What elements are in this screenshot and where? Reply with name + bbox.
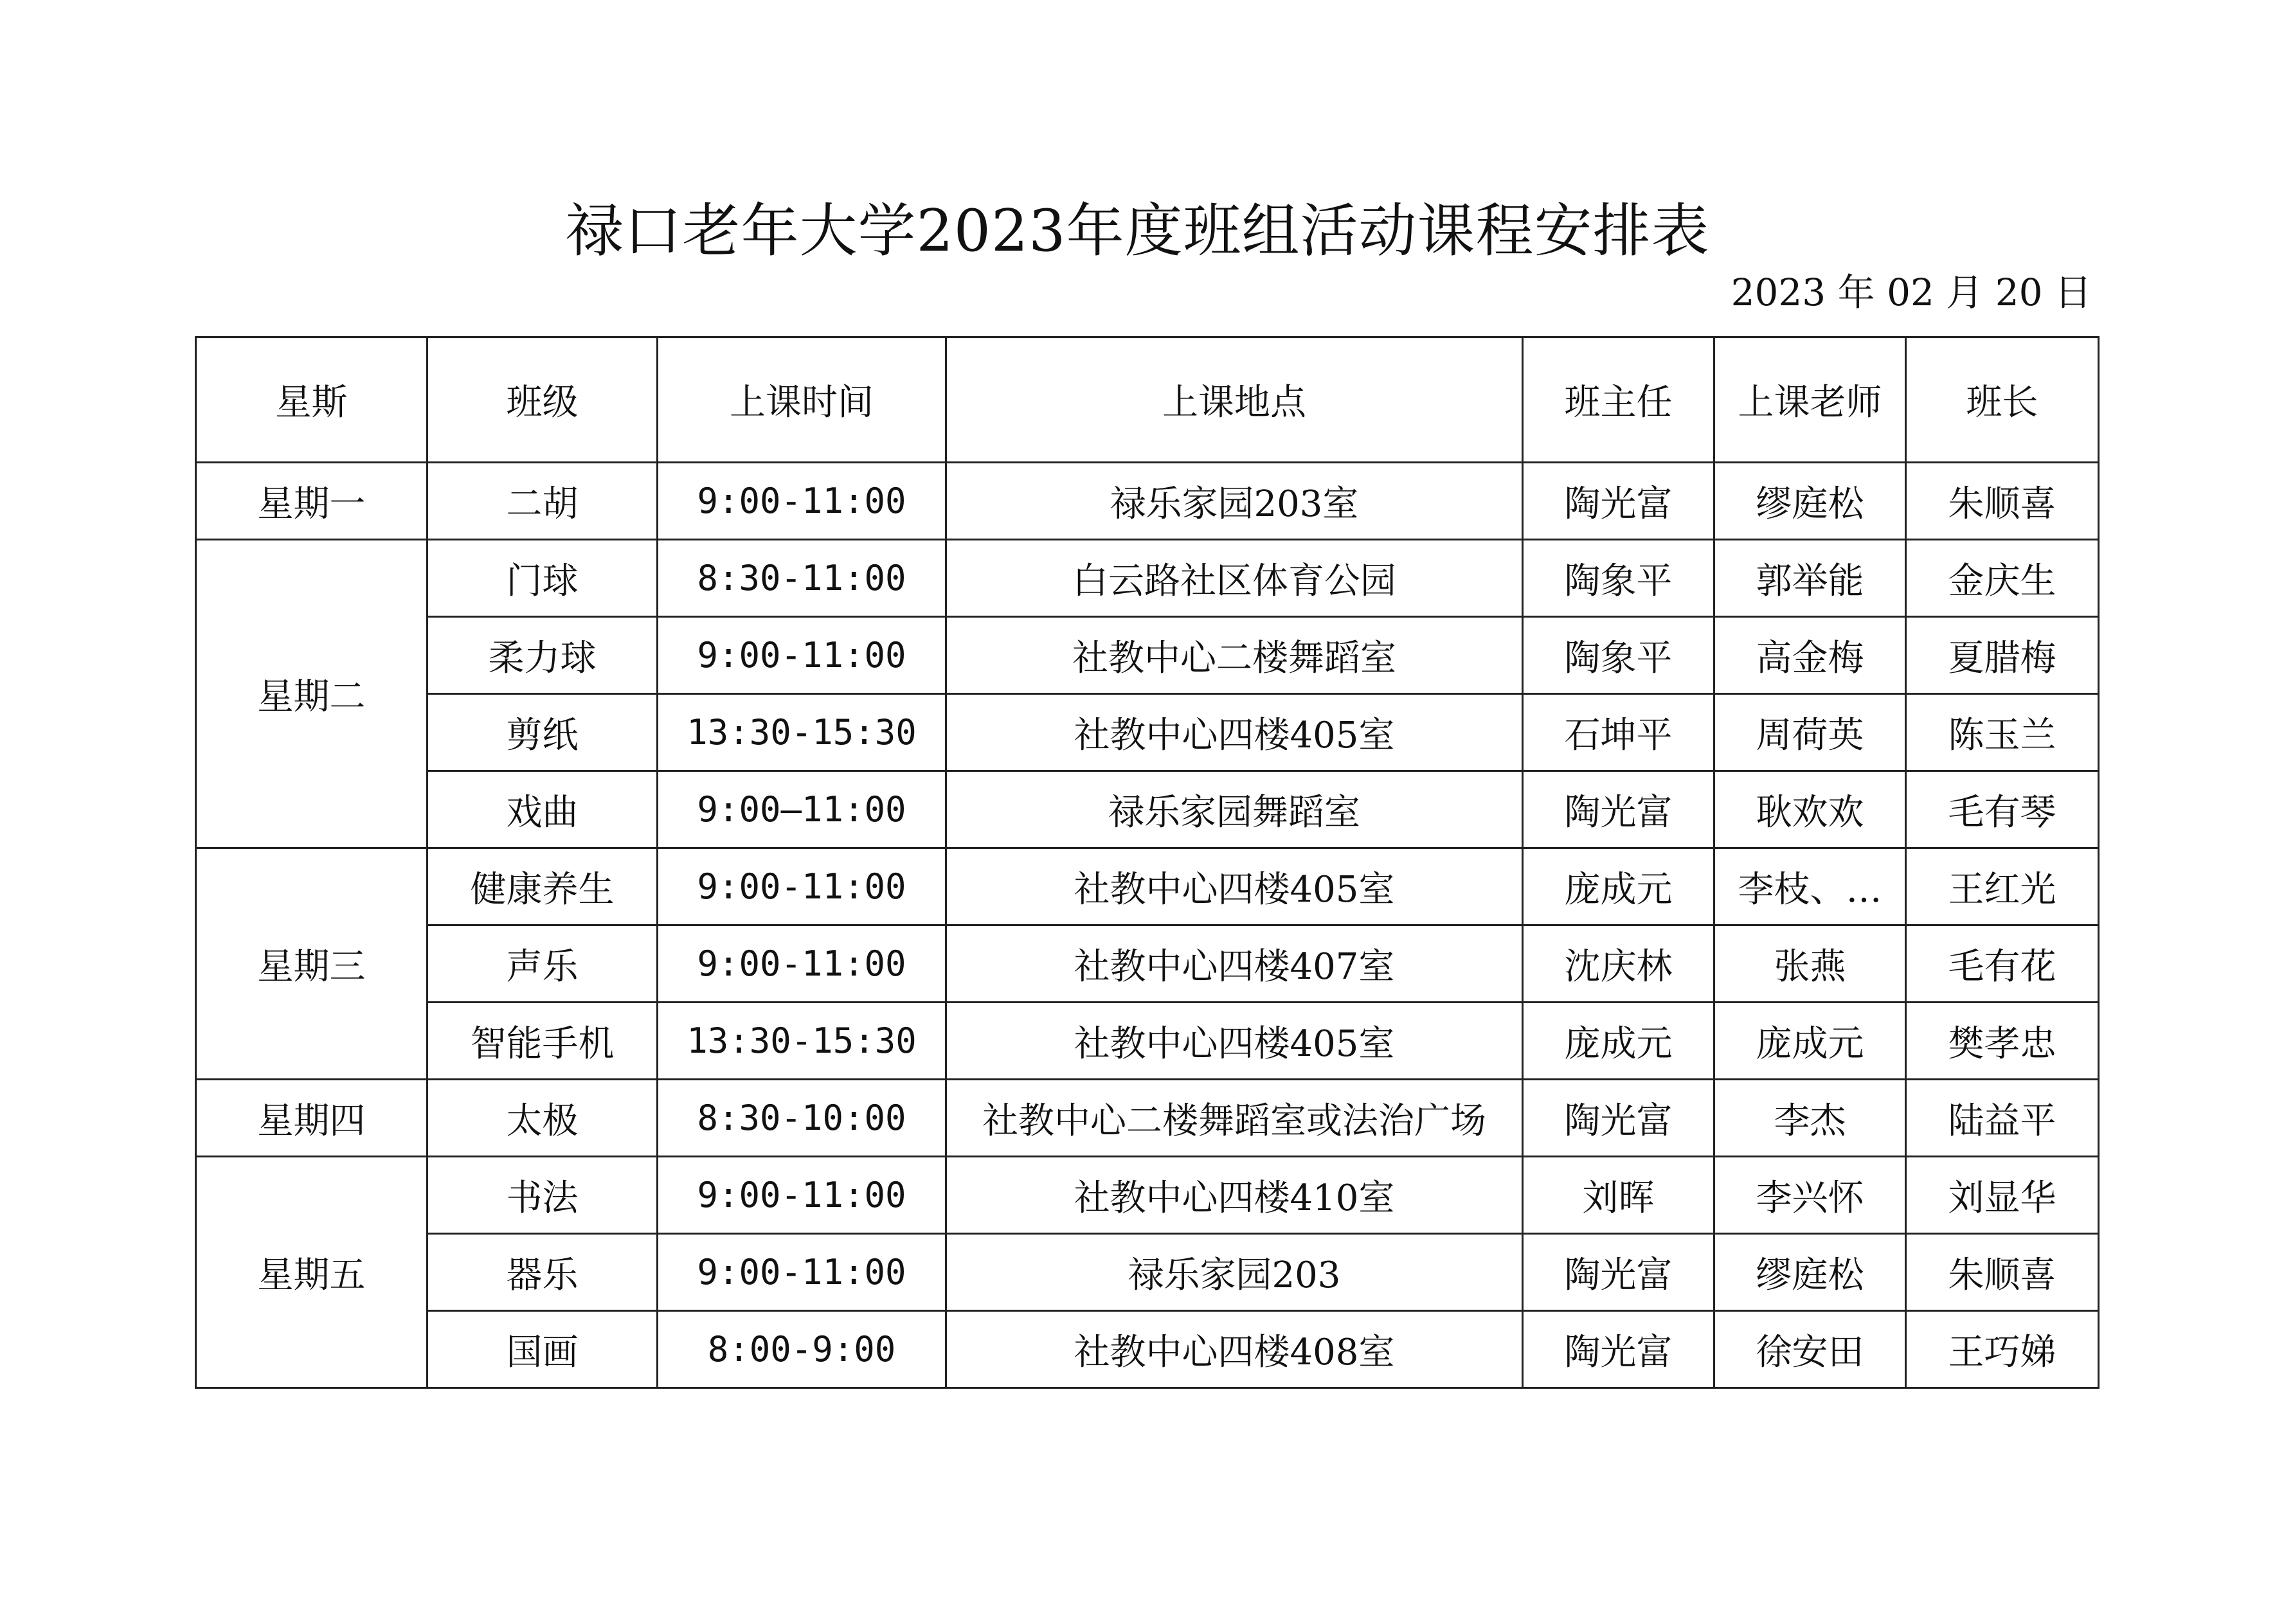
time-cell: 9:00-11:00 (658, 617, 946, 694)
teacher-cell: 李兴怀 (1714, 1157, 1906, 1234)
document-date: 2023 年 02 月 20 日 (1731, 271, 2092, 314)
header-monitor: 班长 (1906, 337, 2099, 463)
place-cell: 社教中心四楼410室 (946, 1157, 1523, 1234)
header-place: 上课地点 (946, 337, 1523, 463)
class-cell: 器乐 (427, 1234, 658, 1311)
class-cell: 健康养生 (427, 848, 658, 925)
class-cell: 太极 (427, 1080, 658, 1157)
time-cell: 8:30-10:00 (658, 1080, 946, 1157)
place-cell: 社教中心四楼405室 (946, 848, 1523, 925)
time-cell: 9:00-11:00 (658, 1234, 946, 1311)
class-cell: 剪纸 (427, 694, 658, 771)
head-teacher-cell: 陶光富 (1523, 1080, 1714, 1157)
teacher-cell: 李杰 (1714, 1080, 1906, 1157)
monitor-cell: 朱顺喜 (1906, 1234, 2099, 1311)
place-cell: 禄乐家园203 (946, 1234, 1523, 1311)
head-teacher-cell: 石坤平 (1523, 694, 1714, 771)
class-cell: 国画 (427, 1311, 658, 1388)
place-cell: 社教中心四楼408室 (946, 1311, 1523, 1388)
time-cell: 8:00-9:00 (658, 1311, 946, 1388)
monitor-cell: 王红光 (1906, 848, 2099, 925)
monitor-cell: 夏腊梅 (1906, 617, 2099, 694)
place-cell: 社教中心四楼405室 (946, 694, 1523, 771)
teacher-cell: 李枝、… (1714, 848, 1906, 925)
time-cell: 9:00—11:00 (658, 771, 946, 848)
monitor-cell: 金庆生 (1906, 540, 2099, 617)
teacher-cell: 缪庭松 (1714, 1234, 1906, 1311)
teacher-cell: 张燕 (1714, 925, 1906, 1003)
head-teacher-cell: 庞成元 (1523, 1003, 1714, 1080)
place-cell: 白云路社区体育公园 (946, 540, 1523, 617)
header-class: 班级 (427, 337, 658, 463)
monitor-cell: 刘显华 (1906, 1157, 2099, 1234)
header-head-teacher: 班主任 (1523, 337, 1714, 463)
head-teacher-cell: 陶光富 (1523, 463, 1714, 540)
teacher-cell: 缪庭松 (1714, 463, 1906, 540)
head-teacher-cell: 陶象平 (1523, 540, 1714, 617)
time-cell: 8:30-11:00 (658, 540, 946, 617)
day-cell: 星期一 (196, 463, 427, 540)
monitor-cell: 陈玉兰 (1906, 694, 2099, 771)
place-cell: 禄乐家园舞蹈室 (946, 771, 1523, 848)
class-cell: 门球 (427, 540, 658, 617)
time-cell: 9:00-11:00 (658, 925, 946, 1003)
table-row (196, 540, 2099, 617)
class-cell: 声乐 (427, 925, 658, 1003)
head-teacher-cell: 庞成元 (1523, 848, 1714, 925)
day-cell: 星期四 (196, 1080, 427, 1157)
day-cell: 星期五 (196, 1157, 427, 1388)
head-teacher-cell: 陶光富 (1523, 1234, 1714, 1311)
head-teacher-cell: 刘晖 (1523, 1157, 1714, 1234)
teacher-cell: 耿欢欢 (1714, 771, 1906, 848)
table-row (196, 694, 2099, 771)
monitor-cell: 毛有琴 (1906, 771, 2099, 848)
table-row (196, 1234, 2099, 1311)
table-row (196, 771, 2099, 848)
head-teacher-cell: 陶象平 (1523, 617, 1714, 694)
monitor-cell: 毛有花 (1906, 925, 2099, 1003)
monitor-cell: 樊孝忠 (1906, 1003, 2099, 1080)
teacher-cell: 徐安田 (1714, 1311, 1906, 1388)
table-row (196, 1080, 2099, 1157)
class-cell: 柔力球 (427, 617, 658, 694)
table-row (196, 848, 2099, 925)
teacher-cell: 高金梅 (1714, 617, 1906, 694)
header-row (196, 337, 2099, 463)
time-cell: 13:30-15:30 (658, 694, 946, 771)
time-cell: 9:00-11:00 (658, 463, 946, 540)
header-day: 星斯 (196, 337, 427, 463)
head-teacher-cell: 陶光富 (1523, 771, 1714, 848)
teacher-cell: 周荷英 (1714, 694, 1906, 771)
table-row (196, 617, 2099, 694)
class-cell: 二胡 (427, 463, 658, 540)
class-cell: 智能手机 (427, 1003, 658, 1080)
schedule-table (195, 336, 2100, 1389)
class-cell: 戏曲 (427, 771, 658, 848)
time-cell: 13:30-15:30 (658, 1003, 946, 1080)
table-row (196, 1157, 2099, 1234)
table-row (196, 925, 2099, 1003)
head-teacher-cell: 陶光富 (1523, 1311, 1714, 1388)
head-teacher-cell: 沈庆林 (1523, 925, 1714, 1003)
place-cell: 社教中心四楼405室 (946, 1003, 1523, 1080)
day-cell: 星期三 (196, 848, 427, 1080)
teacher-cell: 庞成元 (1714, 1003, 1906, 1080)
time-cell: 9:00-11:00 (658, 1157, 946, 1234)
header-teacher: 上课老师 (1714, 337, 1906, 463)
document-title: 禄口老年大学2023年度班组活动课程安排表 (565, 197, 1710, 265)
class-cell: 书法 (427, 1157, 658, 1234)
table-row (196, 1003, 2099, 1080)
table-row (196, 1311, 2099, 1388)
monitor-cell: 王巧娣 (1906, 1311, 2099, 1388)
place-cell: 禄乐家园203室 (946, 463, 1523, 540)
teacher-cell: 郭举能 (1714, 540, 1906, 617)
monitor-cell: 朱顺喜 (1906, 463, 2099, 540)
day-cell: 星期二 (196, 540, 427, 848)
monitor-cell: 陆益平 (1906, 1080, 2099, 1157)
place-cell: 社教中心二楼舞蹈室 (946, 617, 1523, 694)
table-row (196, 463, 2099, 540)
time-cell: 9:00-11:00 (658, 848, 946, 925)
header-time: 上课时间 (658, 337, 946, 463)
place-cell: 社教中心四楼407室 (946, 925, 1523, 1003)
place-cell: 社教中心二楼舞蹈室或法治广场 (946, 1080, 1523, 1157)
